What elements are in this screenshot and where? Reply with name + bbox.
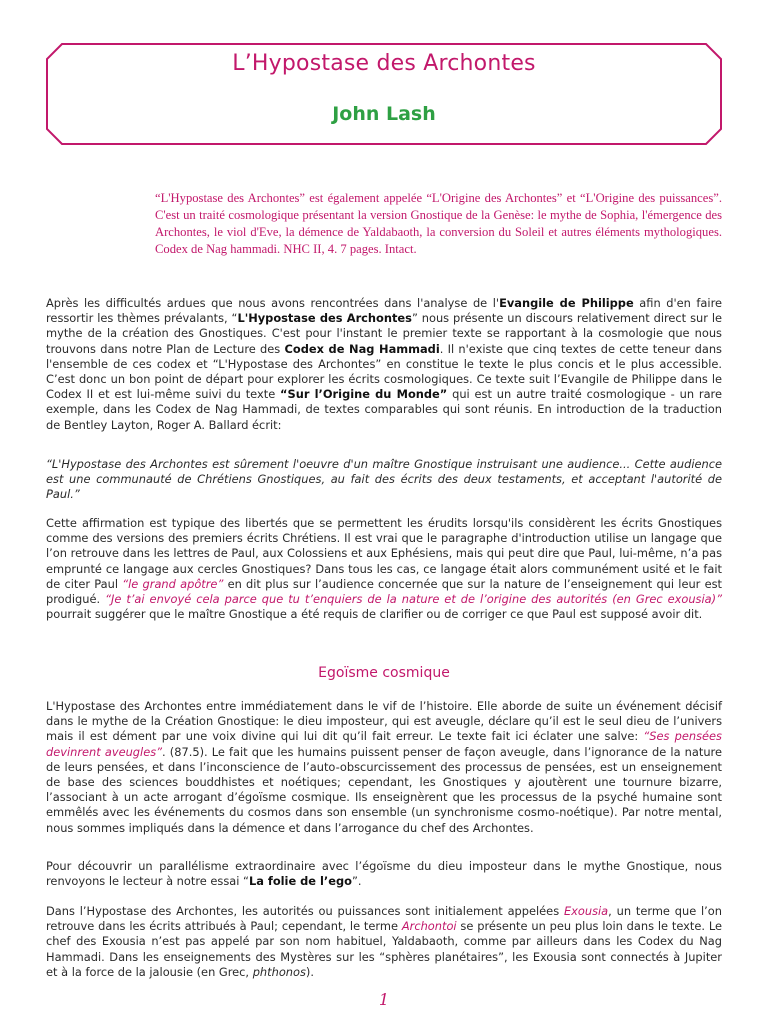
- paragraph-intro: [46, 296, 722, 433]
- text: L'Hypostase des Archontes entre immédiatement dans le vif de l’histoire. Elle aborde de suite un événement décisif dans le mythe de la Création Gnostique: le dieu imposteur, qui est aveugle, déclare qu’il est le seul dieu de l’univers mais il est dément par une voix divine qui lui dit qu’il fait erreur. Le texte fait ici éclater une salve:: [46, 699, 722, 744]
- document-title: L’Hypostase des Archontes: [232, 51, 536, 76]
- text: ).: [305, 964, 314, 979]
- paragraph-parallelisme: [46, 859, 722, 889]
- quote-inline: “Je t’ai envoyé cela parce que tu t’enquiers de la nature et de l’origine des autorités (en Grec exousia)”: [105, 592, 722, 607]
- text: . Il n'existe que cinq textes de cette teneur dans l'ensemble de ces codex et “L'Hypostase des Archontes” en constitue le texte le plus concis et le plus accessible. C’est donc un bon point de départ pour explorer les écrits cosmologiques. Ce texte suit l’Evangile de Philippe dans le Codex II et est lui-même suivi du texte: [46, 341, 722, 402]
- paragraph-affirmation: [46, 516, 722, 622]
- italic-term: Exousia: [563, 904, 609, 918]
- bold-text: Evangile de Philippe: [499, 296, 634, 310]
- text: , un terme que l’on retrouve dans les écrits attribués à Paul; cependant, le terme: [46, 904, 722, 934]
- bold-text: La folie de l’ego: [248, 874, 352, 889]
- text: . (87.5). Le fait que les humains puissent penser de façon aveugle, dans l’ignorance de la nature de leurs pensées, et dans l’inconscience de l’auto-obscurcissement des processus de pensées, est un enseignement de base des sciences bouddhistes et noétiques; cependant, les Gnostiques y ajoutèrent une tournure bizarre, l’associant à un acte arrogant d’égoïsme cosmique. Ils enseignèrent que les processus de la psyché humaine sont emmêlés avec les événements du cosmos dans son ensemble (un synchronisme cosmo-noétique). Par notre mental, nous sommes impliqués dans la démence et dans l’arrogance du chef des Archontes.: [46, 744, 722, 835]
- text: se présente un peu plus loin dans le texte. Le chef des Exousia n’est pas appelé par son nom habituel, Yaldabaoth, comme par ailleurs dans les Codex du Nag Hammadi. Dans les enseignements des Mystères sur les “sphères planétaires”, les Exousia sont connectés à Jupiter et à la force de la jalousie (en Grec,: [46, 919, 722, 979]
- quote-inline: “Ses pensées devinrent aveugles”: [46, 729, 722, 759]
- text: ”.: [351, 874, 362, 889]
- section-heading: Egoïsme cosmique: [318, 665, 450, 681]
- bold-text: “Sur l’Origine du Monde”: [280, 387, 448, 402]
- bold-text: L'Hypostase des Archontes: [237, 311, 412, 326]
- text: Pour découvrir un parallélisme extraordinaire avec l’égoïsme du dieu imposteur dans le mythe Gnostique, nous renvoyons le lecteur à notre essai “: [46, 859, 722, 889]
- italic-term: phthonos: [252, 964, 306, 979]
- quote-ballard: “L'Hypostase des Archontes est sûrement l'oeuvre d'un maître Gnostique instruisant une audience... Cette audience est une communauté de Chrétiens Gnostiques, au fait des écrits des deux testaments, et acceptant l'autorité de Paul.”: [46, 457, 722, 502]
- paragraph-hypostase: [46, 699, 722, 836]
- text: Dans l’Hypostase des Archontes, les autorités ou puissances sont initialement appelées: [46, 904, 564, 918]
- page-number: 1: [378, 990, 390, 1009]
- text: Cette affirmation est typique des libertés que se permettent les érudits lorsqu'ils considèrent les écrits Gnostiques comme des versions des premiers écrits Chrétiens. Il est vrai que le paragraphe d'introduction utilise un langage que l’on retrouve dans les lettres de Paul, aux Colossiens et aux Ephésiens, mais qui peut dire que Paul, lui-même, n’a pas emprunté ce langage aux cercles Gnostiques? Dans tous les cas, ce langage était alors communément usité et le fait de citer Paul: [46, 516, 722, 591]
- document-author: John Lash: [332, 103, 436, 125]
- text: qui est un autre traité cosmologique - un rare exemple, dans les Codex de Nag Hammadi, de textes comparables qui sont réunis. En introduction de la traduction de Bentley Layton, Roger A. Ballard écrit:: [46, 387, 722, 432]
- bold-text: Codex de Nag Hammadi: [284, 341, 440, 356]
- text: ” nous présente un discours relativement direct sur le mythe de la création des Gnostiques. C'est pour l'instant le premier texte se rapportant à la cosmologie que nous trouvons dans notre Plan de Lecture des: [46, 311, 722, 356]
- title-box: [46, 43, 722, 145]
- quote-inline: “le grand apôtre”: [122, 576, 224, 591]
- italic-term: Archontoi: [401, 919, 457, 934]
- abstract: “L'Hypostase des Archontes” est également appelée “L'Origine des Archontes” et “L'Origine des puissances”. C'est un traité cosmologique présentant la version Gnostique de la Genèse: le mythe de Sophia, l'émergence des Archontes, le viol d'Eve, la démence de Yaldabaoth, la conversion du Soleil et autres éléments mythologiques. Codex de Nag hammadi. NHC II, 4. 7 pages. Intact.: [155, 191, 722, 256]
- text: Après les difficultés ardues que nous avons rencontrées dans l'analyse de l': [46, 296, 500, 310]
- text: pourrait suggérer que le maître Gnostique a été requis de clarifier ou de corriger ce que Paul est supposé avoir dit.: [46, 607, 703, 622]
- paragraph-exousia: [46, 904, 722, 980]
- text: afin d'en faire ressortir les thèmes prévalants, “: [46, 296, 723, 326]
- text: en dit plus sur l’audience concernée que sur la nature de l’enseignement qui leur est prodigué.: [46, 576, 722, 607]
